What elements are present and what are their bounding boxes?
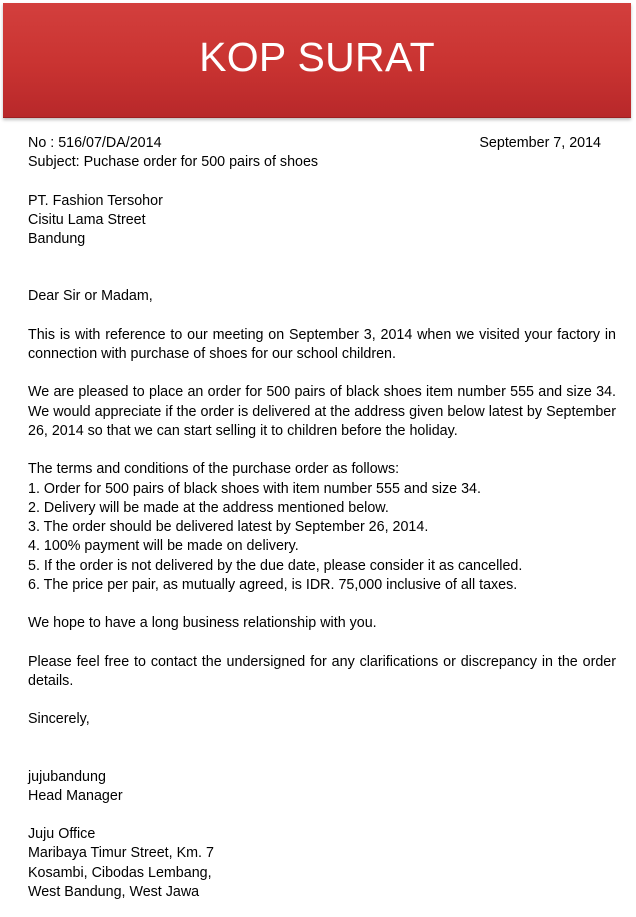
paragraph-contact: Please feel free to contact the undersigned for any clarifications or discrepancy in the order details. (28, 653, 616, 689)
terms-list (28, 480, 616, 596)
sender-area: Kosambi, Cibodas Lembang, (28, 864, 212, 881)
letterhead-title: KOP SURAT (199, 33, 435, 80)
letter-body (28, 134, 616, 902)
terms-item: 3. The order should be delivered latest by September 26, 2014. (28, 519, 429, 536)
closing: Sincerely, (28, 711, 90, 728)
recipient-city: Bandung (28, 231, 86, 248)
signatory-position: Head Manager (28, 787, 123, 804)
letter-subject: Subject: Puchase order for 500 pairs of shoes (28, 154, 319, 171)
terms-item: 5. If the order is not delivered by the due date, please consider it as cancelled. (28, 557, 523, 574)
terms-item: 6. The price per pair, as mutually agreed, is IDR. 75,000 inclusive of all taxes. (28, 577, 518, 594)
paragraph-reference (28, 326, 616, 365)
recipient-company: PT. Fashion Tersohor (28, 192, 163, 209)
terms-item: 4. 100% payment will be made on delivery. (28, 538, 299, 555)
paragraph-reference-text: This is with reference to our meeting on September 3, 2014 when we visited your factory in connection with purchase of shoes for our school children. (28, 326, 616, 363)
letter-number: No : 516/07/DA/2014 (28, 135, 162, 151)
sender-street: Maribaya Timur Street, Km. 7 (28, 845, 214, 862)
letterhead-banner (3, 3, 631, 118)
terms-intro: The terms and conditions of the purchase order as follows: (28, 461, 400, 478)
terms-item: 2. Delivery will be made at the address mentioned below. (28, 499, 389, 516)
paragraph-order-text: We are pleased to place an order for 500 pairs of black shoes item number 555 and size 34. We would appreciate if the order is delivered at the address given below latest by September 26, 2014 so that we can start selling it to children before the holiday. (28, 384, 616, 439)
salutation: Dear Sir or Madam, (28, 288, 153, 305)
sender-office: Juju Office (28, 826, 96, 843)
letter-meta-row (28, 134, 616, 153)
signature-space (28, 730, 616, 768)
letter-date: September 7, 2014 (479, 135, 601, 151)
terms-item: 1. Order for 500 pairs of black shoes with item number 555 and size 34. (28, 480, 481, 497)
recipient-street: Cisitu Lama Street (28, 211, 146, 228)
sender-address (28, 825, 616, 902)
signatory-name: jujubandung (28, 768, 106, 785)
paragraph-order (28, 383, 616, 441)
signature-block (28, 768, 616, 807)
sender-city: West Bandung, West Jawa (28, 884, 200, 901)
paragraph-relationship: We hope to have a long business relationship with you. (28, 615, 377, 632)
recipient-block (28, 192, 616, 250)
